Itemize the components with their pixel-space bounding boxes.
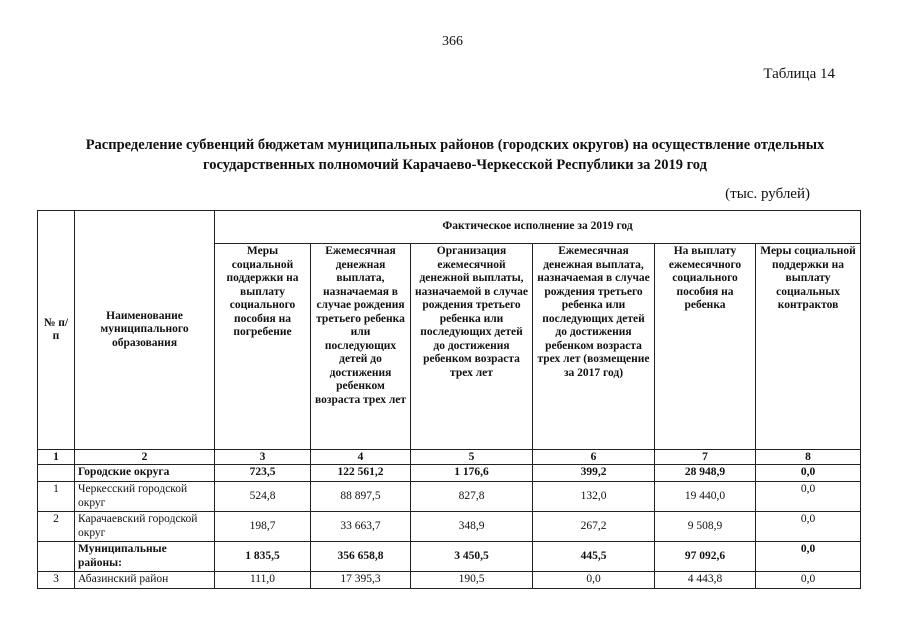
cell-value: 827,8 [411, 482, 533, 512]
header-col-5: Организация ежемесячной денежной выплаты, назначаемой в случае рождения третьего ребенка или последующих детей до достижения ребенком возраста трех лет [411, 244, 533, 450]
cell-value: 97 092,6 [655, 542, 756, 572]
cell-value: 0,0 [756, 482, 861, 512]
cell-value: 17 395,3 [311, 572, 411, 589]
units-label: (тыс. рублей) [725, 186, 810, 202]
col-number: 7 [655, 450, 756, 465]
col-number: 8 [756, 450, 861, 465]
cell-value: 1 835,5 [215, 542, 311, 572]
header-group: Фактическое исполнение за 2019 год [215, 211, 861, 244]
cell-value: 267,2 [533, 512, 655, 542]
header-name: Наименование муниципального образования [75, 211, 215, 450]
cell-value: 122 561,2 [311, 465, 411, 482]
row-num: 3 [38, 572, 75, 589]
col-number: 4 [311, 450, 411, 465]
cell-value: 4 443,8 [655, 572, 756, 589]
cell-value: 88 897,5 [311, 482, 411, 512]
col-number: 1 [38, 450, 75, 465]
title-line-1: Распределение субвенций бюджетам муниципальных районов (городских округов) на осуществление отдельных [85, 137, 825, 153]
col-number: 2 [75, 450, 215, 465]
table-row [38, 542, 861, 572]
table-label: Таблица 14 [763, 66, 835, 82]
table-row [38, 465, 861, 482]
subvention-table [37, 210, 861, 589]
title-line-2: государственных полномочий Карачаево-Черкесской Республики за 2019 год [203, 157, 707, 173]
col-number: 5 [411, 450, 533, 465]
header-col-4: Ежемесячная денежная выплата, назначаемая в случае рождения третьего ребенка или последующих детей до достижения ребенком возраста трех лет [311, 244, 411, 450]
table-row [38, 512, 861, 542]
cell-value: 524,8 [215, 482, 311, 512]
row-num [38, 542, 75, 572]
row-name: Черкесский городской округ [75, 482, 215, 512]
row-name: Абазинский район [75, 572, 215, 589]
cell-value: 190,5 [411, 572, 533, 589]
col-number: 6 [533, 450, 655, 465]
cell-value: 399,2 [533, 465, 655, 482]
header-col-8: Меры социальной поддержки на выплату социальных контрактов [756, 244, 861, 450]
table-row [38, 572, 861, 589]
document-title [40, 135, 870, 175]
row-name: Городские округа [75, 465, 215, 482]
cell-value: 0,0 [756, 512, 861, 542]
cell-value: 19 440,0 [655, 482, 756, 512]
cell-value: 9 508,9 [655, 512, 756, 542]
page-number: 366 [442, 34, 463, 49]
header-col-7: На выплату ежемесячного социального пособия на ребенка [655, 244, 756, 450]
header-num: № п/п [38, 211, 75, 450]
cell-value: 0,0 [756, 572, 861, 589]
row-name: Карачаевский городской округ [75, 512, 215, 542]
cell-value: 28 948,9 [655, 465, 756, 482]
header-col-6: Ежемесячная денежная выплата, назначаемая в случае рождения третьего ребенка или последующих детей до достижения ребенком возраста трех лет (возмещение за 2017 год) [533, 244, 655, 450]
cell-value: 3 450,5 [411, 542, 533, 572]
row-num: 1 [38, 482, 75, 512]
cell-value: 111,0 [215, 572, 311, 589]
cell-value: 723,5 [215, 465, 311, 482]
cell-value: 33 663,7 [311, 512, 411, 542]
cell-value: 198,7 [215, 512, 311, 542]
header-col-3: Меры социальной поддержки на выплату социального пособия на погребение [215, 244, 311, 450]
cell-value: 445,5 [533, 542, 655, 572]
col-number: 3 [215, 450, 311, 465]
row-name: Муниципальные районы: [75, 542, 215, 572]
cell-value: 1 176,6 [411, 465, 533, 482]
cell-value: 356 658,8 [311, 542, 411, 572]
cell-value: 348,9 [411, 512, 533, 542]
row-num: 2 [38, 512, 75, 542]
cell-value: 0,0 [756, 465, 861, 482]
cell-value: 0,0 [756, 542, 861, 572]
column-number-row [38, 450, 861, 465]
table-row [38, 482, 861, 512]
cell-value: 132,0 [533, 482, 655, 512]
row-num [38, 465, 75, 482]
cell-value: 0,0 [533, 572, 655, 589]
